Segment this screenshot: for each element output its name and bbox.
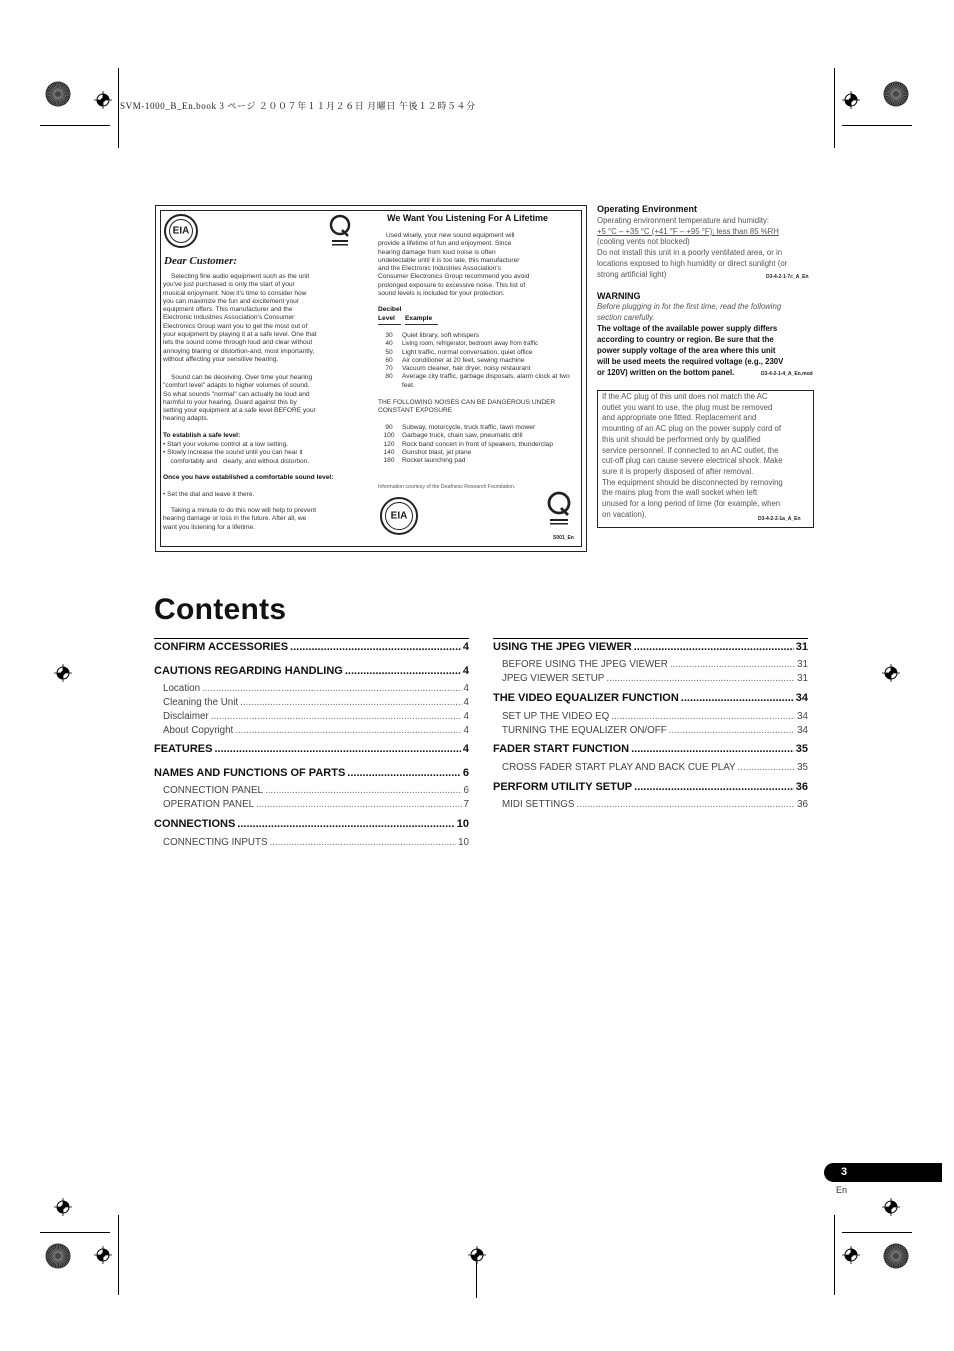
warning-italic-text bbox=[597, 302, 817, 323]
warning-bold-line: or 120V) written on the bottom panel. bbox=[597, 367, 735, 377]
toc-leader-dots bbox=[611, 711, 795, 722]
closing-line: want you listening for a lifetime. bbox=[163, 523, 255, 531]
safe-decibel-table bbox=[376, 332, 576, 390]
deceiving-line: "comfort level" adapts to higher volumes of sound. bbox=[163, 382, 310, 390]
ac-plug-line: mounting of an AC plug on the power supply cord of bbox=[602, 424, 782, 434]
decibel-row bbox=[376, 340, 576, 348]
toc-leader-dots bbox=[240, 697, 461, 708]
ac-plug-line: cut-off plug can cause severe electrical shock. Make bbox=[602, 456, 783, 466]
toc-subentry[interactable] bbox=[163, 683, 469, 694]
decibel-row bbox=[376, 373, 576, 390]
toc-entry-title: MIDI SETTINGS bbox=[502, 799, 575, 810]
toc-subentry[interactable] bbox=[163, 711, 469, 722]
crop-line bbox=[834, 1215, 835, 1295]
crosshair-mark bbox=[94, 91, 112, 109]
notice-code: S001_En bbox=[553, 535, 574, 541]
listening-q-logo bbox=[546, 491, 572, 529]
operating-line: Do not install this unit in a poorly ventilated area, or in bbox=[597, 248, 783, 258]
decibel-level: 60 bbox=[385, 356, 393, 364]
language-code: En bbox=[836, 1185, 848, 1195]
toc-page-number: 35 bbox=[795, 743, 808, 755]
toc-entry-title: JPEG VIEWER SETUP bbox=[502, 673, 605, 684]
registration-dial-bottom-left bbox=[45, 1243, 71, 1269]
toc-page-number: 35 bbox=[797, 762, 808, 773]
deceiving-line: setting your equipment at a safe level BEFORE your bbox=[163, 407, 316, 415]
toc-entry-title: SET UP THE VIDEO EQ bbox=[502, 711, 610, 722]
toc-page-number: 6 bbox=[463, 785, 469, 796]
toc-page-number: 36 bbox=[797, 799, 808, 810]
toc-leader-dots bbox=[265, 785, 462, 796]
toc-heading-entry[interactable] bbox=[493, 743, 808, 755]
intro-line: Electronic Industries Association's Consumer bbox=[163, 314, 295, 322]
toc-leader-dots bbox=[634, 641, 794, 653]
warning-title: WARNING bbox=[597, 291, 641, 301]
ac-plug-text bbox=[602, 392, 812, 520]
ac-plug-line: this unit should be performed only by qualified bbox=[602, 434, 761, 444]
warning-bold-line: will be used meets the required voltage (e.g., 230V bbox=[597, 356, 784, 366]
intro-line: annoying blaring or distortion-and, most importantly, bbox=[163, 347, 315, 355]
toc-leader-dots bbox=[202, 683, 462, 694]
crosshair-mark bbox=[54, 1198, 72, 1216]
decibel-example: Rock band concert in front of speakers; thunderclap bbox=[402, 440, 554, 448]
crosshair-mark bbox=[842, 91, 860, 109]
toc-page-number: 4 bbox=[463, 683, 469, 694]
ac-plug-code: D3-4-2-2-1a_A_En bbox=[758, 516, 801, 522]
listening-intro-line: hearing damage from loud noise is often bbox=[378, 248, 496, 256]
toc-subentry[interactable] bbox=[163, 725, 469, 736]
contents-rule-left bbox=[154, 638, 469, 639]
eia-logo: EIA bbox=[380, 497, 418, 535]
decibel-example: Gunshot blast, jet plane bbox=[402, 448, 472, 456]
danger-decibel-table bbox=[376, 424, 576, 465]
toc-page-number: 10 bbox=[456, 818, 469, 830]
intro-line: equipment offers. This manufacturer and the bbox=[163, 306, 293, 314]
toc-entry-title: CONNECTION PANEL bbox=[163, 785, 263, 796]
intro-line: without affecting your sensitive hearing. bbox=[163, 355, 279, 363]
toc-leader-dots bbox=[681, 692, 794, 704]
page-number: 3 bbox=[841, 1166, 848, 1178]
decibel-example: Living room, refrigerator, bedroom away from traffic bbox=[402, 341, 538, 348]
toc-page-number: 4 bbox=[462, 641, 469, 653]
operating-code: D3-4-2-1-7c_A_En bbox=[766, 274, 809, 280]
toc-leader-dots bbox=[634, 781, 794, 793]
toc-page-number: 6 bbox=[462, 767, 469, 779]
toc-subentry[interactable] bbox=[502, 659, 808, 670]
toc-subentry[interactable] bbox=[502, 673, 808, 684]
toc-entry-title: FEATURES bbox=[154, 743, 213, 755]
toc-entry-title: TURNING THE EQUALIZER ON/OFF bbox=[502, 725, 667, 736]
decibel-row bbox=[376, 332, 576, 340]
warning-bold-line: according to country or region. Be sure that the bbox=[597, 334, 774, 344]
toc-entry-title: About Copyright bbox=[163, 725, 234, 736]
listening-q-logo bbox=[328, 214, 352, 250]
decibel-example: Garbage truck, chain saw, pneumatic drill bbox=[402, 432, 523, 440]
toc-leader-dots bbox=[235, 725, 461, 736]
intro-line: Selecting fine audio equipment such as the unit bbox=[171, 273, 310, 280]
toc-leader-dots bbox=[738, 762, 796, 773]
deceiving-line: Sound can be deceiving. Over time your hearing bbox=[171, 374, 313, 381]
comfortable-level-heading: Once you have established a comfortable sound level: bbox=[163, 474, 334, 481]
toc-entry-title: THE VIDEO EQUALIZER FUNCTION bbox=[493, 692, 679, 704]
safe-level-item: • Start your volume control at a low setting. bbox=[163, 441, 289, 448]
toc-page-number: 4 bbox=[463, 711, 469, 722]
toc-subentry[interactable] bbox=[502, 762, 808, 773]
listening-intro-paragraph bbox=[378, 232, 578, 298]
crop-line bbox=[118, 1215, 119, 1295]
decibel-example: Vacuum cleaner, hair dryer, noisy restaurant bbox=[402, 365, 531, 373]
toc-page-number: 10 bbox=[458, 837, 469, 848]
crosshair-mark bbox=[54, 664, 72, 682]
dear-customer-heading: Dear Customer: bbox=[164, 255, 238, 267]
toc-entry-title: CROSS FADER START PLAY AND BACK CUE PLAY bbox=[502, 762, 736, 773]
ac-plug-line: If the AC plug of this unit does not match the AC bbox=[602, 392, 768, 401]
listening-intro-line: and the Electronic Industries Association's bbox=[378, 265, 501, 273]
operating-environment-title: Operating Environment bbox=[597, 204, 698, 214]
listening-intro-line: provide a lifetime of fun and enjoyment. Since bbox=[378, 240, 512, 248]
toc-page-number: 34 bbox=[797, 725, 808, 736]
ac-plug-line: the mains plug from the wall socket when left bbox=[602, 488, 758, 498]
decibel-example: Air conditioner at 20 feet, sewing machine bbox=[402, 356, 525, 364]
warning-italic-line: Before plugging in for the first time, read the following bbox=[597, 302, 782, 311]
crosshair-mark bbox=[842, 1246, 860, 1264]
listening-intro-line: Consumer Electronics Group recommend you avoid bbox=[378, 273, 530, 281]
safe-level-item: comfortably and clearly, and without distortion. bbox=[163, 457, 310, 465]
intro-line: you've just purchased is only the start of your bbox=[163, 281, 295, 289]
decibel-example: Average city traffic, garbage disposals, alarm clock at two feet. bbox=[402, 373, 570, 389]
crop-line bbox=[842, 125, 912, 126]
deceiving-paragraph bbox=[163, 374, 358, 424]
operating-environment-text bbox=[597, 216, 817, 280]
decibel-level: 50 bbox=[385, 348, 393, 356]
toc-entry-title: FADER START FUNCTION bbox=[493, 743, 630, 755]
toc-heading-entry[interactable] bbox=[493, 692, 808, 704]
ac-plug-line: and appropriate one fitted. Replacement and bbox=[602, 413, 757, 423]
example-header: Example bbox=[405, 315, 433, 322]
toc-leader-dots bbox=[270, 837, 457, 848]
listening-intro-line: undetectable until it is too late, this manufacturer bbox=[378, 256, 520, 264]
table-header-underline bbox=[378, 324, 401, 325]
comfortable-level-item: • Set the dial and leave it there. bbox=[163, 491, 255, 498]
registration-dial-top-left bbox=[45, 81, 71, 107]
warning-code: D3-4-2-1-4_A_En.mod bbox=[761, 371, 813, 377]
operating-line: locations exposed to high humidity or direct sunlight (or bbox=[597, 258, 788, 268]
ac-plug-line: outlet you want to use, the plug must be removed bbox=[602, 402, 773, 412]
toc-leader-dots bbox=[669, 725, 795, 736]
safe-level-item: • Slowly increase the sound until you can hear it bbox=[163, 449, 303, 457]
eia-logo: EIA bbox=[164, 214, 198, 248]
ac-plug-line: on vacation). bbox=[602, 509, 647, 519]
toc-subentry[interactable] bbox=[163, 697, 469, 708]
toc-entry-title: BEFORE USING THE JPEG VIEWER bbox=[502, 659, 668, 670]
dangerous-noises-heading: THE FOLLOWING NOISES CAN BE DANGEROUS UNDER CONSTANT EXPOSURE bbox=[378, 399, 556, 415]
ac-plug-line: service personnel. If connected to an AC outlet, the bbox=[602, 445, 779, 455]
decibel-example: Quiet library, soft whispers bbox=[402, 332, 480, 339]
listening-lifetime-title: We Want You Listening For A Lifetime bbox=[387, 213, 549, 223]
decibel-example: Rocket launching pad bbox=[402, 457, 466, 465]
decibel-level: 40 bbox=[385, 340, 393, 348]
decibel-row bbox=[376, 357, 576, 365]
toc-entry-title: NAMES AND FUNCTIONS OF PARTS bbox=[154, 767, 346, 779]
toc-leader-dots bbox=[214, 743, 460, 755]
toc-leader-dots bbox=[606, 673, 795, 684]
toc-heading-entry[interactable] bbox=[493, 781, 808, 793]
toc-page-number: 34 bbox=[797, 711, 808, 722]
crop-line bbox=[842, 1232, 912, 1233]
table-header-underline bbox=[405, 324, 438, 325]
toc-page-number: 7 bbox=[463, 799, 469, 810]
toc-leader-dots bbox=[237, 818, 454, 830]
toc-page-number: 34 bbox=[795, 692, 808, 704]
crop-line bbox=[834, 68, 835, 148]
crosshair-mark bbox=[94, 1246, 112, 1264]
toc-page-number: 31 bbox=[795, 641, 808, 653]
warning-bold-line: power supply voltage of the area where this unit bbox=[597, 345, 776, 355]
operating-line: strong artificial light) bbox=[597, 269, 667, 279]
toc-entry-title: Disclaimer bbox=[163, 711, 209, 722]
crop-line bbox=[118, 68, 119, 148]
toc-subentry[interactable] bbox=[502, 799, 808, 810]
toc-page-number: 4 bbox=[462, 665, 469, 677]
toc-entry-title: PERFORM UTILITY SETUP bbox=[493, 781, 633, 793]
decibel-row bbox=[376, 365, 576, 373]
crop-line bbox=[476, 1262, 477, 1298]
toc-subentry[interactable] bbox=[502, 711, 808, 722]
intro-line: you can maximize the fun and excitement your bbox=[163, 297, 299, 305]
toc-entry-title: OPERATION PANEL bbox=[163, 799, 255, 810]
toc-subentry[interactable] bbox=[163, 785, 469, 796]
decibel-level: 120 bbox=[383, 440, 395, 448]
decibel-level: 70 bbox=[385, 365, 393, 373]
operating-line: Operating environment temperature and humidity: bbox=[597, 216, 770, 225]
toc-page-number: 31 bbox=[797, 659, 808, 670]
intro-line: musical enjoyment. Now it's time to consider how bbox=[163, 289, 307, 297]
deceiving-line: harmful to your hearing. Guard against this by bbox=[163, 398, 297, 406]
decibel-row bbox=[376, 349, 576, 357]
toc-leader-dots bbox=[631, 743, 794, 755]
toc-entry-title: CONFIRM ACCESSORIES bbox=[154, 641, 289, 653]
closing-line: Taking a minute to do this now will help to prevent bbox=[171, 507, 317, 514]
toc-heading-entry[interactable] bbox=[154, 641, 469, 653]
toc-entry-title: CAUTIONS REGARDING HANDLING bbox=[154, 665, 343, 677]
decibel-row bbox=[376, 449, 576, 457]
decibel-row bbox=[376, 441, 576, 449]
toc-leader-dots bbox=[290, 641, 461, 653]
toc-entry-title: USING THE JPEG VIEWER bbox=[493, 641, 632, 653]
contents-rule-right bbox=[493, 638, 808, 639]
deceiving-line: hearing adapts. bbox=[163, 415, 209, 423]
toc-subentry[interactable] bbox=[163, 837, 469, 848]
warning-bold-line: The voltage of the available power supply differs bbox=[597, 324, 778, 333]
crosshair-mark bbox=[468, 1246, 486, 1264]
toc-page-number: 4 bbox=[463, 697, 469, 708]
toc-leader-dots bbox=[670, 659, 795, 670]
listening-intro-line: prolonged exposure to excessive noise. This list of bbox=[378, 281, 526, 289]
closing-paragraph bbox=[163, 507, 358, 532]
listening-intro-line: sound levels is included for your protection. bbox=[378, 290, 505, 298]
toc-heading-entry[interactable] bbox=[154, 767, 469, 779]
listening-intro-line: Used wisely, your new sound equipment will bbox=[386, 232, 515, 239]
toc-heading-entry[interactable] bbox=[154, 818, 469, 830]
decibel-level: 180 bbox=[383, 457, 395, 465]
registration-dial-top-right bbox=[883, 81, 909, 107]
crosshair-mark bbox=[882, 1198, 900, 1216]
operating-line: (cooling vents not blocked) bbox=[597, 237, 690, 247]
toc-page-number: 31 bbox=[797, 673, 808, 684]
crosshair-mark bbox=[882, 664, 900, 682]
ac-plug-line: sure it is properly disposed of after removal. bbox=[602, 466, 754, 476]
toc-page-number: 4 bbox=[462, 743, 469, 755]
safe-level-heading: To establish a safe level: bbox=[163, 432, 241, 439]
decibel-row bbox=[376, 457, 576, 465]
decibel-level-header: Decibel Level bbox=[378, 306, 402, 322]
intro-paragraph bbox=[163, 273, 358, 364]
decibel-example: Light traffic, normal conversation, quiet office bbox=[402, 348, 533, 356]
toc-leader-dots bbox=[345, 665, 461, 677]
print-header: SVM-1000_B_En.book 3 ページ ２００７年１１月２６日 月曜日 午後１２時５４分 bbox=[120, 101, 476, 111]
decibel-level: 30 bbox=[385, 332, 393, 339]
toc-entry-title: CONNECTING INPUTS bbox=[163, 837, 268, 848]
decibel-level: 100 bbox=[383, 432, 395, 440]
operating-temperature: +5 °C – +35 °C (+41 °F – +95 °F); less than 85 %RH bbox=[597, 226, 779, 236]
toc-entry-title: Location bbox=[163, 683, 201, 694]
toc-heading-entry[interactable] bbox=[154, 665, 469, 677]
decibel-level: 90 bbox=[385, 424, 393, 431]
toc-leader-dots bbox=[576, 799, 795, 810]
toc-subentry[interactable] bbox=[163, 799, 469, 810]
warning-italic-line: section carefully. bbox=[597, 312, 655, 322]
toc-entry-title: Cleaning the Unit bbox=[163, 697, 239, 708]
courtesy-note: Information courtesy of the Deafness Research Foundation. bbox=[378, 484, 516, 490]
decibel-example: Subway, motorcycle, truck traffic, lawn mower bbox=[402, 424, 536, 431]
toc-page-number: 4 bbox=[463, 725, 469, 736]
toc-leader-dots bbox=[211, 711, 462, 722]
decibel-level: 140 bbox=[383, 448, 395, 456]
ac-plug-line: The equipment should be disconnected by removing bbox=[602, 477, 783, 487]
intro-line: your equipment by playing it at a safe level. One that bbox=[163, 331, 317, 339]
decibel-level: 80 bbox=[385, 373, 393, 381]
deceiving-line: So what sounds "normal" can actually be loud and bbox=[163, 390, 310, 398]
intro-line: Electronics Group want you to get the most out of bbox=[163, 322, 308, 330]
toc-heading-entry[interactable] bbox=[154, 743, 469, 755]
toc-subentry[interactable] bbox=[502, 725, 808, 736]
registration-dial-bottom-right bbox=[883, 1243, 909, 1269]
decibel-row bbox=[376, 432, 576, 440]
decibel-row bbox=[376, 424, 576, 432]
toc-page-number: 36 bbox=[795, 781, 808, 793]
crop-line bbox=[40, 125, 110, 126]
contents-title: Contents bbox=[154, 593, 287, 626]
crop-line bbox=[40, 1232, 110, 1233]
closing-line: hearing damage or loss in the future. After all, we bbox=[163, 515, 307, 523]
safe-level-list bbox=[163, 441, 363, 466]
toc-entry-title: CONNECTIONS bbox=[154, 818, 236, 830]
toc-leader-dots bbox=[256, 799, 461, 810]
intro-line: lets the sound come through loud and clear without bbox=[163, 339, 313, 347]
ac-plug-line: unused for a long period of time (for example, when bbox=[602, 499, 781, 509]
toc-heading-entry[interactable] bbox=[493, 641, 808, 653]
toc-leader-dots bbox=[347, 767, 461, 779]
